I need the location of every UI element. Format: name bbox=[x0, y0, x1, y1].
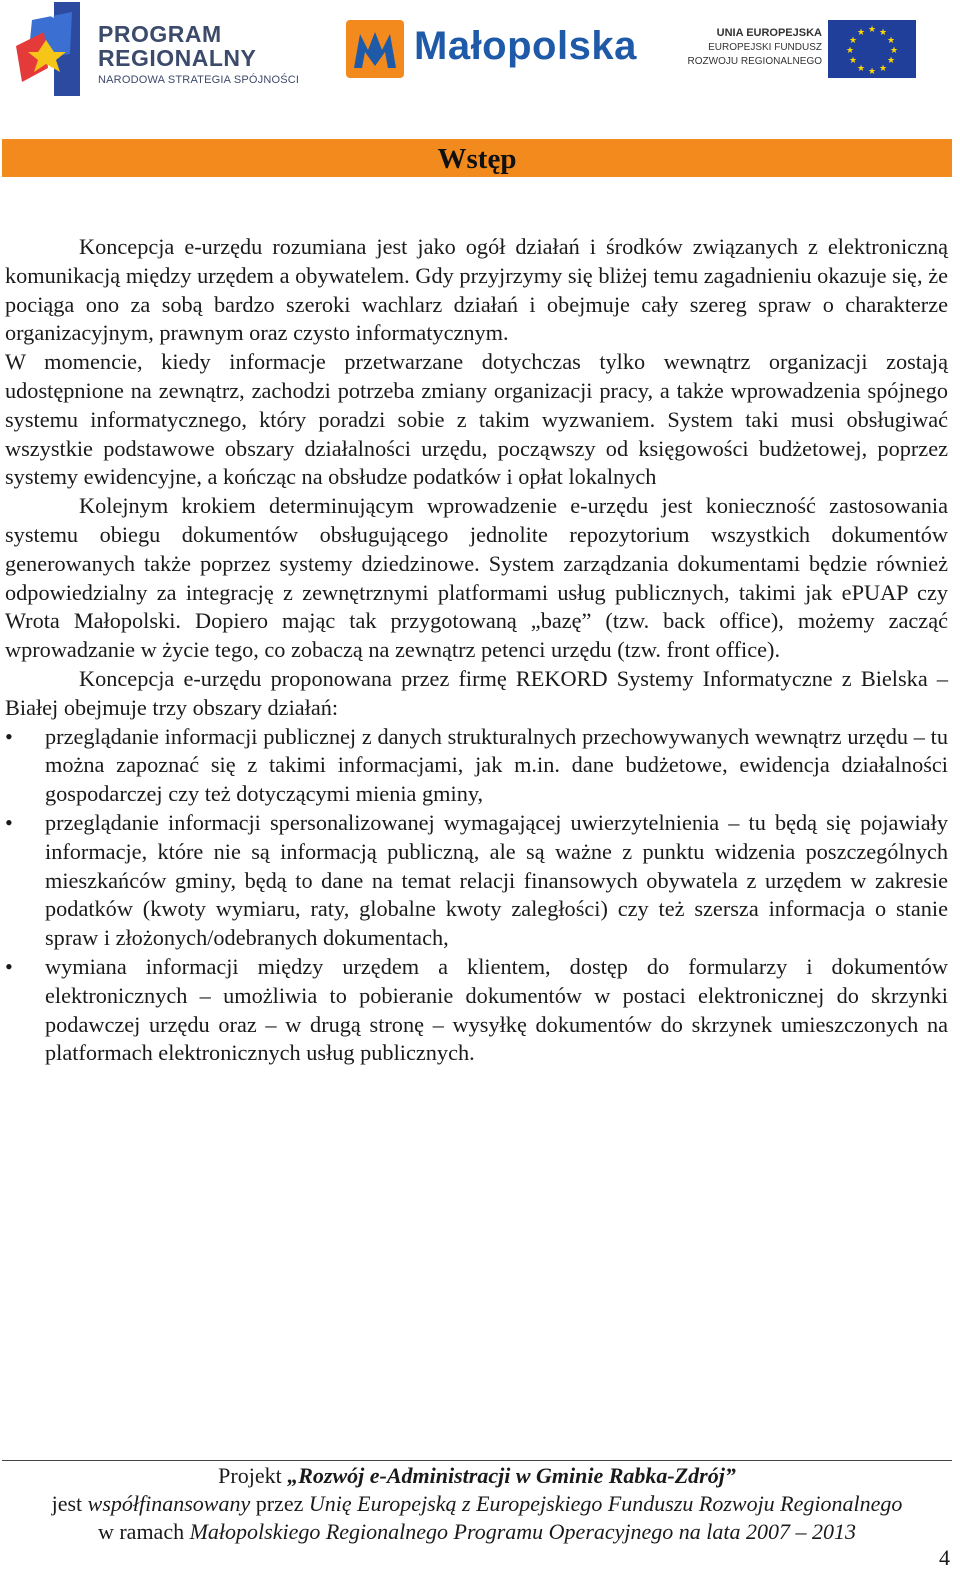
bullet-list bbox=[5, 723, 948, 1069]
svg-text:★: ★ bbox=[889, 46, 899, 56]
footer-text: w ramach bbox=[97, 1519, 190, 1544]
footer-text: Unię Europejską z Europejskiego Funduszu Rozwoju Regionalnego bbox=[308, 1491, 903, 1516]
svg-text:★: ★ bbox=[867, 25, 877, 35]
eu-text bbox=[676, 26, 822, 69]
footer-project-label: Projekt bbox=[218, 1463, 288, 1488]
eu-flag-icon bbox=[828, 20, 916, 78]
footer-text: współfinansowany bbox=[87, 1491, 251, 1516]
malopolska-logo bbox=[346, 18, 636, 80]
paragraph: Kolejnym krokiem determinującym wprowadzenie e-urzędu jest konieczność zastosowania systemu obiegu dokumentów obsługującego jednolite repozytorium wszystkich dokumentów generowanych także poprzez systemy dziedzinowe. System zarządzania dokumentami będzie również odpowiedzialny za integrację z zewnętrznymi platformami usług publicznych, takimi jak ePUAP czy Wrota Małopolski. Dopiero mając tak przygotowaną „bazę” (tzw. back office), możemy zacząć wprowadzanie w życie tego, co zobaczą na zewnątrz petenci urzędu (tzw. front office). bbox=[5, 493, 948, 663]
program-regionalny-subtitle: NARODOWA STRATEGIA SPÓJNOŚCI bbox=[98, 74, 300, 86]
eu-logo bbox=[676, 18, 920, 80]
page-title: Wstęp bbox=[437, 143, 517, 175]
malopolska-name: Małopolska bbox=[414, 24, 637, 68]
program-regionalny-emblem-icon bbox=[14, 2, 80, 96]
footer-text: jest bbox=[51, 1491, 88, 1516]
svg-text:★: ★ bbox=[878, 28, 888, 38]
list-item-text: wymiana informacji między urzędem a klientem, dostęp do formularzy i dokumentów elektronicznych – umożliwia to pobieranie dokumentów w postaci elektronicznej do skrzynki podawczej urzędu oraz – w drugą stronę – wysyłkę dokumentów do skrzynek umieszczonych na platformach elektronicznych usług publicznych. bbox=[45, 953, 948, 1066]
bullet-icon: • bbox=[5, 809, 13, 835]
footer-text: Małopolskiego Regionalnego Programu Operacyjnego na lata 2007 – 2013 bbox=[189, 1519, 857, 1544]
bullet-icon: • bbox=[5, 723, 13, 749]
title-bar bbox=[2, 139, 952, 177]
program-regionalny-logo bbox=[14, 2, 314, 98]
svg-text:★: ★ bbox=[856, 28, 866, 38]
list-item bbox=[5, 809, 948, 953]
list-item bbox=[5, 953, 948, 1068]
svg-text:★: ★ bbox=[886, 56, 896, 66]
program-regionalny-name bbox=[98, 22, 256, 70]
paragraph: Koncepcja e-urzędu rozumiana jest jako ogół działań i środków związanych z elektroniczną komunikacją między urzędem a obywatelem. Gdy przyjrzymy się bliżej temu zagadnieniu okazuje się, że pociąga ono za sobą bardzo szeroki wachlarz działań i obejmuje cały szereg spraw o charakterze organizacyjnym, prawnym oraz czysto informatycznym. bbox=[5, 234, 948, 346]
svg-text:★: ★ bbox=[867, 67, 877, 77]
document-body bbox=[5, 233, 948, 1068]
footer-line-3 bbox=[0, 1518, 954, 1546]
paragraph: W momencie, kiedy informacje przetwarzane dotychczas tylko wewnątrz organizacji zostają udostępnione na zewnątrz, zachodzi potrzeba zmiany organizacji pracy, a także wprowadzenia spójnego systemu informatycznego, który poradzi sobie z takim wyzwaniem. System taki musi obsługiwać wszystkie podstawowe obszary działalności urzędu, począwszy od księgowości budżetowej, poprzez systemy ewidencyjne, a kończąc na obsłudze podatków i opłat lokalnych bbox=[5, 349, 948, 490]
svg-text:★: ★ bbox=[886, 36, 896, 46]
program-line1: PROGRAM bbox=[98, 21, 222, 47]
page-number: 4 bbox=[939, 1545, 950, 1570]
footer-project-title: „Rozwój e-Administracji w Gminie Rabka-Zdrój” bbox=[287, 1463, 736, 1488]
svg-text:★: ★ bbox=[845, 46, 855, 56]
svg-text:★: ★ bbox=[848, 56, 858, 66]
footer-text: przez bbox=[250, 1491, 309, 1516]
svg-text:★: ★ bbox=[856, 64, 866, 74]
footer bbox=[0, 1462, 954, 1546]
list-item bbox=[5, 723, 948, 809]
svg-text:★: ★ bbox=[878, 64, 888, 74]
footer-divider bbox=[2, 1460, 952, 1461]
svg-text:★: ★ bbox=[848, 36, 858, 46]
paragraph: Koncepcja e-urzędu proponowana przez firmę REKORD Systemy Informatyczne z Bielska – Białej obejmuje trzy obszary działań: bbox=[5, 665, 948, 720]
footer-line-2 bbox=[0, 1490, 954, 1518]
list-item-text: przeglądanie informacji publicznej z danych strukturalnych przechowywanych wewnątrz urzędu – tu można zapoznać się z takimi informacjami, jak m.in. dane budżetowe, ewidencja działalności gospodarczej czy też dotyczącymi mienia gminy, bbox=[45, 723, 948, 807]
list-item-text: przeglądanie informacji spersonalizowanej wymagającej uwierzytelnienia – tu będą się pojawiały informacje, które nie są informacją publiczną, ale są ważne z punktu widzenia poszczególnych mieszkańców gminy, będą to dane na temat relacji finansowych obywatela z urzędem w zakresie podatków (kwoty wymiaru, raty, globalne kwoty zaległości) czy też szersza informacja o stanie spraw i złożonych/odebranych dokumentach, bbox=[45, 809, 948, 951]
footer-line-1 bbox=[0, 1462, 954, 1490]
program-line2: REGIONALNY bbox=[98, 45, 257, 71]
eu-line2: EUROPEJSKI FUNDUSZ bbox=[708, 42, 822, 53]
eu-line3: ROZWOJU REGIONALNEGO bbox=[687, 56, 822, 67]
bullet-icon: • bbox=[5, 953, 13, 979]
header-logos bbox=[0, 0, 960, 110]
eu-line1: UNIA EUROPEJSKA bbox=[716, 27, 822, 39]
malopolska-emblem-icon bbox=[346, 20, 404, 78]
